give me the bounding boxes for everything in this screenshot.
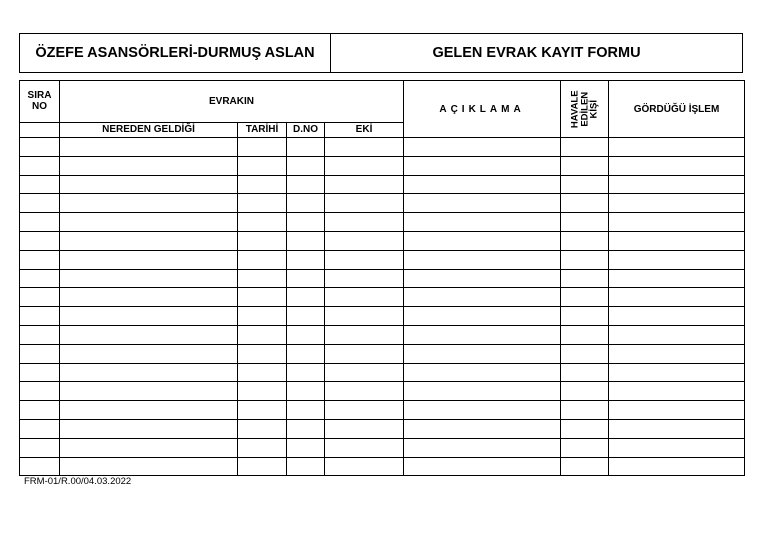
table-row: [20, 213, 745, 232]
cell-dno[interactable]: [287, 363, 325, 382]
cell-eki[interactable]: [325, 269, 404, 288]
cell-havale[interactable]: [561, 138, 609, 157]
col-havale-edilen-kisi: [561, 81, 609, 138]
cell-eki[interactable]: [325, 194, 404, 213]
table-row: [20, 438, 745, 457]
cell-aciklama[interactable]: [404, 438, 561, 457]
cell-tarihi[interactable]: [238, 325, 287, 344]
cell-nereden[interactable]: [60, 438, 238, 457]
cell-eki[interactable]: [325, 138, 404, 157]
cell-aciklama[interactable]: [404, 457, 561, 476]
cell-tarihi[interactable]: [238, 269, 287, 288]
cell-nereden[interactable]: [60, 325, 238, 344]
cell-islem[interactable]: [609, 231, 745, 250]
cell-sira-no[interactable]: [20, 175, 60, 194]
cell-nereden[interactable]: [60, 156, 238, 175]
cell-islem[interactable]: [609, 250, 745, 269]
table-body: [20, 138, 745, 476]
table-row: [20, 288, 745, 307]
company-name: ÖZEFE ASANSÖRLERİ-DURMUŞ ASLAN: [20, 34, 331, 72]
cell-dno[interactable]: [287, 175, 325, 194]
cell-sira-no[interactable]: [20, 457, 60, 476]
cell-aciklama[interactable]: [404, 325, 561, 344]
form-code: FRM-01/R.00/04.03.2022: [24, 476, 132, 487]
cell-tarihi[interactable]: [238, 401, 287, 420]
cell-sira-no[interactable]: [20, 231, 60, 250]
cell-tarihi[interactable]: [238, 213, 287, 232]
cell-islem[interactable]: [609, 401, 745, 420]
document-log-table: [19, 80, 745, 476]
cell-dno[interactable]: [287, 194, 325, 213]
cell-dno[interactable]: [287, 269, 325, 288]
cell-aciklama[interactable]: [404, 288, 561, 307]
col-havale-line2: EDİLEN: [578, 91, 590, 127]
col-tarihi: TARİHİ: [238, 122, 287, 137]
cell-eki[interactable]: [325, 363, 404, 382]
cell-sira-no[interactable]: [20, 213, 60, 232]
table-row: [20, 307, 745, 326]
cell-sira-no[interactable]: [20, 288, 60, 307]
cell-tarihi[interactable]: [238, 250, 287, 269]
cell-tarihi[interactable]: [238, 194, 287, 213]
cell-eki[interactable]: [325, 231, 404, 250]
cell-aciklama[interactable]: [404, 382, 561, 401]
table-row: [20, 363, 745, 382]
cell-aciklama[interactable]: [404, 419, 561, 438]
col-eki: EKİ: [325, 122, 404, 137]
col-aciklama: AÇIKLAMA: [404, 81, 561, 138]
cell-nereden[interactable]: [60, 175, 238, 194]
cell-aciklama[interactable]: [404, 363, 561, 382]
form-title: GELEN EVRAK KAYIT FORMU: [432, 45, 641, 61]
cell-islem[interactable]: [609, 175, 745, 194]
col-gordugu-islem: GÖRDÜĞÜ İŞLEM: [609, 81, 745, 138]
cell-tarihi[interactable]: [238, 419, 287, 438]
table-row: [20, 231, 745, 250]
cell-eki[interactable]: [325, 307, 404, 326]
col-sira-no: [20, 81, 60, 123]
table-row: [20, 419, 745, 438]
cell-havale[interactable]: [561, 156, 609, 175]
cell-dno[interactable]: [287, 288, 325, 307]
cell-nereden[interactable]: [60, 307, 238, 326]
form-header: [19, 33, 743, 73]
cell-dno[interactable]: [287, 419, 325, 438]
cell-dno[interactable]: [287, 250, 325, 269]
cell-havale[interactable]: [561, 401, 609, 420]
cell-sira-no[interactable]: [20, 325, 60, 344]
col-sira-no-line1: SIRA: [27, 90, 52, 102]
cell-sira-no[interactable]: [20, 138, 60, 157]
cell-havale[interactable]: [561, 325, 609, 344]
cell-aciklama[interactable]: [404, 269, 561, 288]
cell-aciklama[interactable]: [404, 344, 561, 363]
cell-dno[interactable]: [287, 213, 325, 232]
cell-nereden[interactable]: [60, 269, 238, 288]
cell-nereden[interactable]: [60, 231, 238, 250]
table-row: [20, 250, 745, 269]
cell-tarihi[interactable]: [238, 382, 287, 401]
cell-nereden[interactable]: [60, 363, 238, 382]
table-row: [20, 401, 745, 420]
cell-dno[interactable]: [287, 307, 325, 326]
cell-havale[interactable]: [561, 344, 609, 363]
col-havale-line1: HAVALE: [569, 90, 581, 128]
cell-dno[interactable]: [287, 325, 325, 344]
cell-sira-no[interactable]: [20, 156, 60, 175]
cell-islem[interactable]: [609, 382, 745, 401]
cell-islem[interactable]: [609, 288, 745, 307]
cell-islem[interactable]: [609, 438, 745, 457]
cell-aciklama[interactable]: [404, 194, 561, 213]
cell-islem[interactable]: [609, 269, 745, 288]
cell-havale[interactable]: [561, 419, 609, 438]
cell-islem[interactable]: [609, 457, 745, 476]
cell-eki[interactable]: [325, 325, 404, 344]
cell-islem[interactable]: [609, 156, 745, 175]
cell-aciklama[interactable]: [404, 307, 561, 326]
cell-aciklama[interactable]: [404, 401, 561, 420]
cell-nereden[interactable]: [60, 401, 238, 420]
cell-eki[interactable]: [325, 438, 404, 457]
cell-islem[interactable]: [609, 307, 745, 326]
cell-eki[interactable]: [325, 288, 404, 307]
cell-islem[interactable]: [609, 344, 745, 363]
col-d-no: D.NO: [287, 122, 325, 137]
table-row: [20, 382, 745, 401]
cell-havale[interactable]: [561, 363, 609, 382]
cell-dno[interactable]: [287, 438, 325, 457]
table-row: [20, 175, 745, 194]
cell-havale[interactable]: [561, 438, 609, 457]
cell-tarihi[interactable]: [238, 363, 287, 382]
col-sira-no-sub: [20, 122, 60, 137]
cell-tarihi[interactable]: [238, 457, 287, 476]
cell-aciklama[interactable]: [404, 156, 561, 175]
cell-havale[interactable]: [561, 307, 609, 326]
cell-aciklama[interactable]: [404, 213, 561, 232]
cell-dno[interactable]: [287, 156, 325, 175]
col-havale-line3: KİŞİ: [588, 99, 600, 119]
cell-eki[interactable]: [325, 213, 404, 232]
cell-sira-no[interactable]: [20, 344, 60, 363]
cell-tarihi[interactable]: [238, 175, 287, 194]
cell-dno[interactable]: [287, 457, 325, 476]
cell-sira-no[interactable]: [20, 419, 60, 438]
cell-tarihi[interactable]: [238, 138, 287, 157]
cell-tarihi[interactable]: [238, 231, 287, 250]
cell-nereden[interactable]: [60, 382, 238, 401]
cell-sira-no[interactable]: [20, 363, 60, 382]
cell-sira-no[interactable]: [20, 401, 60, 420]
cell-sira-no[interactable]: [20, 194, 60, 213]
cell-havale[interactable]: [561, 194, 609, 213]
cell-eki[interactable]: [325, 175, 404, 194]
cell-nereden[interactable]: [60, 457, 238, 476]
cell-islem[interactable]: [609, 325, 745, 344]
cell-havale[interactable]: [561, 382, 609, 401]
cell-islem[interactable]: [609, 138, 745, 157]
cell-eki[interactable]: [325, 250, 404, 269]
cell-havale[interactable]: [561, 250, 609, 269]
cell-havale[interactable]: [561, 457, 609, 476]
cell-havale[interactable]: [561, 213, 609, 232]
cell-aciklama[interactable]: [404, 250, 561, 269]
table-row: [20, 269, 745, 288]
cell-eki[interactable]: [325, 419, 404, 438]
cell-sira-no[interactable]: [20, 438, 60, 457]
table-row: [20, 194, 745, 213]
cell-eki[interactable]: [325, 457, 404, 476]
cell-tarihi[interactable]: [238, 288, 287, 307]
cell-dno[interactable]: [287, 231, 325, 250]
table-row: [20, 457, 745, 476]
cell-aciklama[interactable]: [404, 231, 561, 250]
cell-havale[interactable]: [561, 269, 609, 288]
cell-dno[interactable]: [287, 344, 325, 363]
cell-nereden[interactable]: [60, 213, 238, 232]
cell-tarihi[interactable]: [238, 438, 287, 457]
cell-islem[interactable]: [609, 363, 745, 382]
cell-tarihi[interactable]: [238, 307, 287, 326]
cell-dno[interactable]: [287, 382, 325, 401]
cell-aciklama[interactable]: [404, 138, 561, 157]
cell-eki[interactable]: [325, 382, 404, 401]
header-row-1: [20, 81, 745, 123]
col-evrakin: EVRAKIN: [60, 81, 404, 123]
table-row: [20, 138, 745, 157]
cell-aciklama[interactable]: [404, 175, 561, 194]
cell-dno[interactable]: [287, 138, 325, 157]
cell-eki[interactable]: [325, 344, 404, 363]
cell-sira-no[interactable]: [20, 307, 60, 326]
col-sira-no-line2: NO: [32, 101, 47, 113]
cell-nereden[interactable]: [60, 344, 238, 363]
cell-nereden[interactable]: [60, 194, 238, 213]
cell-eki[interactable]: [325, 401, 404, 420]
table-row: [20, 344, 745, 363]
cell-islem[interactable]: [609, 194, 745, 213]
table-row: [20, 325, 745, 344]
cell-islem[interactable]: [609, 419, 745, 438]
table-row: [20, 156, 745, 175]
cell-dno[interactable]: [287, 401, 325, 420]
cell-eki[interactable]: [325, 156, 404, 175]
cell-sira-no[interactable]: [20, 250, 60, 269]
cell-tarihi[interactable]: [238, 344, 287, 363]
cell-islem[interactable]: [609, 213, 745, 232]
col-nereden-geldigi: NEREDEN GELDİĞİ: [60, 122, 238, 137]
cell-nereden[interactable]: [60, 288, 238, 307]
cell-nereden[interactable]: [60, 250, 238, 269]
cell-havale[interactable]: [561, 231, 609, 250]
cell-sira-no[interactable]: [20, 269, 60, 288]
cell-nereden[interactable]: [60, 138, 238, 157]
cell-sira-no[interactable]: [20, 382, 60, 401]
cell-havale[interactable]: [561, 175, 609, 194]
cell-tarihi[interactable]: [238, 156, 287, 175]
cell-nereden[interactable]: [60, 419, 238, 438]
cell-havale[interactable]: [561, 288, 609, 307]
